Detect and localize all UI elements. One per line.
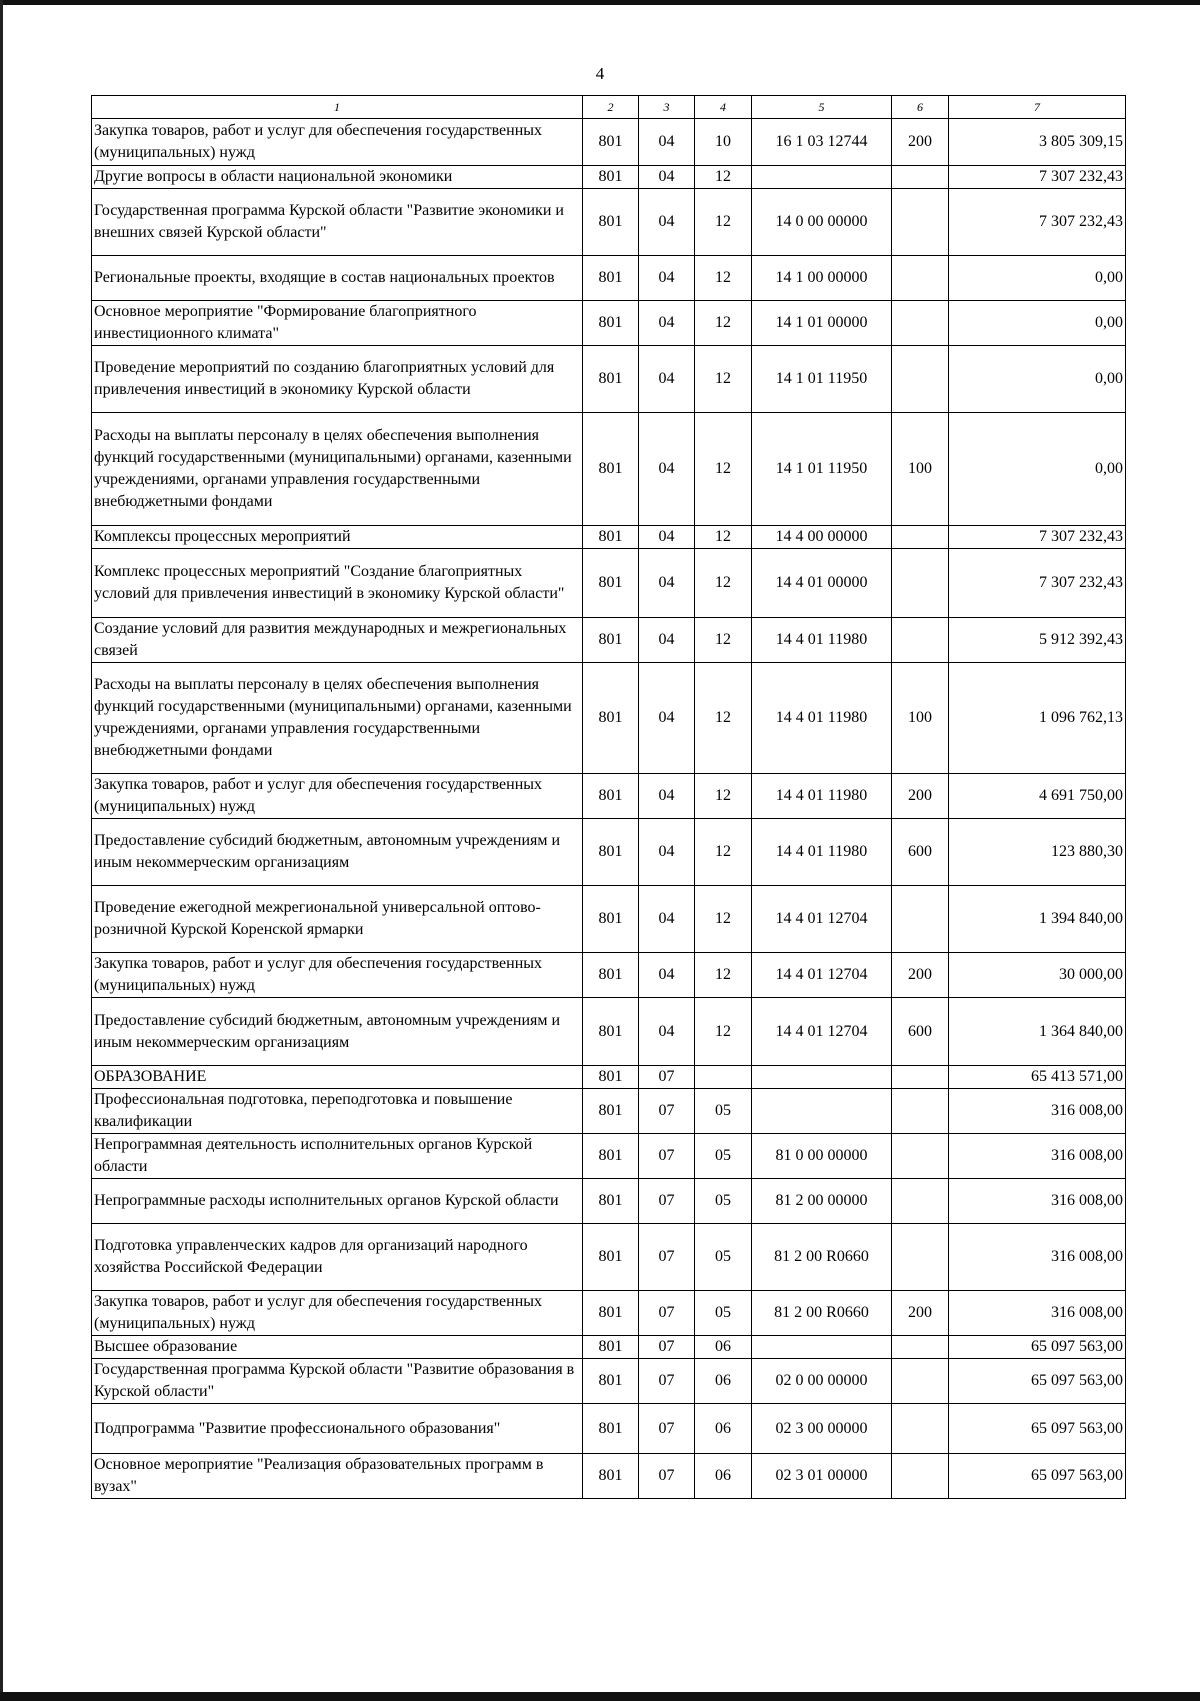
- row-expense-type-cell: 200: [892, 119, 949, 166]
- row-target-article-cell: 02 0 00 00000: [752, 1359, 892, 1404]
- row-name-cell: Проведение мероприятий по созданию благоприятных условий для привлечения инвестиций в экономику Курской области: [92, 346, 583, 413]
- row-code-cell: 801: [583, 886, 639, 953]
- row-section-cell: 07: [639, 1179, 695, 1224]
- row-expense-type-cell: [892, 256, 949, 301]
- row-subsection-cell: 12: [695, 774, 752, 819]
- row-subsection-cell: 12: [695, 166, 752, 189]
- row-name-cell: Профессиональная подготовка, переподготовка и повышение квалификации: [92, 1089, 583, 1134]
- row-subsection-cell: 12: [695, 998, 752, 1066]
- row-code-cell: 801: [583, 663, 639, 774]
- row-amount-cell: 65 413 571,00: [949, 1066, 1126, 1089]
- row-code-cell: 801: [583, 256, 639, 301]
- table-row: [92, 549, 1126, 618]
- row-subsection-cell: 12: [695, 346, 752, 413]
- row-subsection-cell: 06: [695, 1454, 752, 1499]
- row-target-article-cell: 14 4 01 11980: [752, 774, 892, 819]
- row-section-cell: 07: [639, 1089, 695, 1134]
- row-target-article-cell: 14 4 00 00000: [752, 526, 892, 549]
- row-name-cell: Подготовка управленческих кадров для организаций народного хозяйства Российской Федерации: [92, 1224, 583, 1291]
- row-expense-type-cell: [892, 1404, 949, 1454]
- row-subsection-cell: 12: [695, 549, 752, 618]
- table-row: [92, 663, 1126, 774]
- row-expense-type-cell: [892, 1066, 949, 1089]
- row-section-cell: 04: [639, 256, 695, 301]
- row-target-article-cell: 14 1 01 00000: [752, 301, 892, 346]
- row-name-cell: Расходы на выплаты персоналу в целях обеспечения выполнения функций государственными (муниципальными) органами, казенными учреждениями, органами управления государственными внебюджетными фондами: [92, 663, 583, 774]
- row-target-article-cell: 02 3 01 00000: [752, 1454, 892, 1499]
- table-row: [92, 618, 1126, 663]
- row-target-article-cell: 14 0 00 00000: [752, 189, 892, 256]
- row-target-article-cell: 14 1 01 11950: [752, 346, 892, 413]
- row-amount-cell: 1 096 762,13: [949, 663, 1126, 774]
- row-code-cell: 801: [583, 1291, 639, 1336]
- row-expense-type-cell: [892, 526, 949, 549]
- row-name-cell: Закупка товаров, работ и услуг для обеспечения государственных (муниципальных) нужд: [92, 1291, 583, 1336]
- table-row: [92, 774, 1126, 819]
- row-expense-type-cell: [892, 886, 949, 953]
- row-code-cell: 801: [583, 1404, 639, 1454]
- row-name-cell: Предоставление субсидий бюджетным, автономным учреждениям и иным некоммерческим организациям: [92, 998, 583, 1066]
- row-subsection-cell: 12: [695, 618, 752, 663]
- row-target-article-cell: [752, 1066, 892, 1089]
- table-row: [92, 1291, 1126, 1336]
- table-row: [92, 119, 1126, 166]
- row-target-article-cell: 14 1 01 11950: [752, 413, 892, 526]
- table-row: [92, 1134, 1126, 1179]
- row-amount-cell: 0,00: [949, 346, 1126, 413]
- row-expense-type-cell: 100: [892, 413, 949, 526]
- row-section-cell: 07: [639, 1336, 695, 1359]
- row-name-cell: Другие вопросы в области национальной экономики: [92, 166, 583, 189]
- row-section-cell: 04: [639, 166, 695, 189]
- row-target-article-cell: 14 4 01 12704: [752, 953, 892, 998]
- row-expense-type-cell: 200: [892, 953, 949, 998]
- row-subsection-cell: 12: [695, 301, 752, 346]
- row-section-cell: 07: [639, 1224, 695, 1291]
- row-subsection-cell: 06: [695, 1336, 752, 1359]
- row-section-cell: 04: [639, 119, 695, 166]
- row-target-article-cell: 14 4 01 12704: [752, 998, 892, 1066]
- row-expense-type-cell: [892, 189, 949, 256]
- column-number: 4: [695, 96, 752, 119]
- budget-table-body: [92, 96, 1126, 1499]
- row-name-cell: Расходы на выплаты персоналу в целях обеспечения выполнения функций государственными (муниципальными) органами, казенными учреждениями, органами управления государственными внебюджетными фондами: [92, 413, 583, 526]
- row-section-cell: 07: [639, 1066, 695, 1089]
- row-target-article-cell: 81 0 00 00000: [752, 1134, 892, 1179]
- row-section-cell: 04: [639, 774, 695, 819]
- row-subsection-cell: 12: [695, 953, 752, 998]
- row-section-cell: 04: [639, 413, 695, 526]
- row-expense-type-cell: 600: [892, 819, 949, 886]
- row-name-cell: Закупка товаров, работ и услуг для обеспечения государственных (муниципальных) нужд: [92, 119, 583, 166]
- row-target-article-cell: 14 4 01 00000: [752, 549, 892, 618]
- row-subsection-cell: 12: [695, 819, 752, 886]
- row-name-cell: Государственная программа Курской области "Развитие экономики и внешних связей Курской области": [92, 189, 583, 256]
- row-amount-cell: 65 097 563,00: [949, 1404, 1126, 1454]
- column-number: 7: [949, 96, 1126, 119]
- table-row: [92, 189, 1126, 256]
- row-code-cell: 801: [583, 1336, 639, 1359]
- row-target-article-cell: 14 4 01 12704: [752, 886, 892, 953]
- column-number: 3: [639, 96, 695, 119]
- row-code-cell: 801: [583, 1134, 639, 1179]
- scan-border-left: [0, 0, 3, 1701]
- row-amount-cell: 316 008,00: [949, 1134, 1126, 1179]
- row-expense-type-cell: [892, 301, 949, 346]
- row-code-cell: 801: [583, 301, 639, 346]
- table-row: [92, 953, 1126, 998]
- row-name-cell: Непрограммная деятельность исполнительных органов Курской области: [92, 1134, 583, 1179]
- row-target-article-cell: 14 4 01 11980: [752, 819, 892, 886]
- row-expense-type-cell: [892, 1359, 949, 1404]
- row-target-article-cell: 02 3 00 00000: [752, 1404, 892, 1454]
- row-name-cell: Предоставление субсидий бюджетным, автономным учреждениям и иным некоммерческим организациям: [92, 819, 583, 886]
- row-subsection-cell: 12: [695, 663, 752, 774]
- table-row: [92, 1336, 1126, 1359]
- row-expense-type-cell: 600: [892, 998, 949, 1066]
- row-section-cell: 04: [639, 526, 695, 549]
- row-code-cell: 801: [583, 526, 639, 549]
- row-target-article-cell: [752, 1089, 892, 1134]
- row-target-article-cell: 81 2 00 00000: [752, 1179, 892, 1224]
- table-row: [92, 1454, 1126, 1499]
- row-code-cell: 801: [583, 618, 639, 663]
- row-code-cell: 801: [583, 413, 639, 526]
- row-section-cell: 04: [639, 189, 695, 256]
- table-row: [92, 256, 1126, 301]
- row-target-article-cell: 14 1 00 00000: [752, 256, 892, 301]
- column-number: 6: [892, 96, 949, 119]
- row-target-article-cell: 14 4 01 11980: [752, 618, 892, 663]
- row-section-cell: 04: [639, 301, 695, 346]
- row-section-cell: 04: [639, 346, 695, 413]
- row-name-cell: Создание условий для развития международных и межрегиональных связей: [92, 618, 583, 663]
- table-row: [92, 1224, 1126, 1291]
- row-code-cell: 801: [583, 1454, 639, 1499]
- row-section-cell: 04: [639, 549, 695, 618]
- row-name-cell: Комплексы процессных мероприятий: [92, 526, 583, 549]
- row-code-cell: 801: [583, 166, 639, 189]
- row-section-cell: 04: [639, 663, 695, 774]
- row-name-cell: Подпрограмма "Развитие профессионального образования": [92, 1404, 583, 1454]
- table-row: [92, 166, 1126, 189]
- row-section-cell: 07: [639, 1291, 695, 1336]
- row-code-cell: 801: [583, 819, 639, 886]
- row-code-cell: 801: [583, 346, 639, 413]
- row-name-cell: Закупка товаров, работ и услуг для обеспечения государственных (муниципальных) нужд: [92, 953, 583, 998]
- row-expense-type-cell: [892, 1134, 949, 1179]
- row-target-article-cell: 14 4 01 11980: [752, 663, 892, 774]
- table-header-row: [92, 96, 1126, 119]
- row-name-cell: Закупка товаров, работ и услуг для обеспечения государственных (муниципальных) нужд: [92, 774, 583, 819]
- table-row: [92, 1179, 1126, 1224]
- table-row: [92, 413, 1126, 526]
- row-amount-cell: 65 097 563,00: [949, 1454, 1126, 1499]
- row-subsection-cell: 05: [695, 1291, 752, 1336]
- row-amount-cell: 7 307 232,43: [949, 189, 1126, 256]
- scan-border-top: [0, 0, 1200, 5]
- row-name-cell: Региональные проекты, входящие в состав национальных проектов: [92, 256, 583, 301]
- row-name-cell: Высшее образование: [92, 1336, 583, 1359]
- row-subsection-cell: 12: [695, 189, 752, 256]
- row-amount-cell: 1 394 840,00: [949, 886, 1126, 953]
- row-expense-type-cell: 100: [892, 663, 949, 774]
- budget-table: [91, 95, 1126, 1499]
- row-target-article-cell: [752, 166, 892, 189]
- row-amount-cell: 7 307 232,43: [949, 549, 1126, 618]
- row-subsection-cell: 06: [695, 1359, 752, 1404]
- row-code-cell: 801: [583, 1066, 639, 1089]
- row-section-cell: 04: [639, 953, 695, 998]
- row-target-article-cell: [752, 1336, 892, 1359]
- column-number: 2: [583, 96, 639, 119]
- row-name-cell: Комплекс процессных мероприятий "Создание благоприятных условий для привлечения инвестиций в экономику Курской области": [92, 549, 583, 618]
- row-amount-cell: 316 008,00: [949, 1179, 1126, 1224]
- row-amount-cell: 3 805 309,15: [949, 119, 1126, 166]
- row-amount-cell: 0,00: [949, 413, 1126, 526]
- table-row: [92, 998, 1126, 1066]
- row-code-cell: 801: [583, 1359, 639, 1404]
- row-section-cell: 07: [639, 1134, 695, 1179]
- row-expense-type-cell: 200: [892, 774, 949, 819]
- scan-border-bottom: [0, 1692, 1200, 1701]
- row-code-cell: 801: [583, 953, 639, 998]
- row-amount-cell: 0,00: [949, 256, 1126, 301]
- row-expense-type-cell: [892, 1336, 949, 1359]
- table-row: [92, 1359, 1126, 1404]
- row-subsection-cell: 05: [695, 1134, 752, 1179]
- row-expense-type-cell: [892, 1179, 949, 1224]
- row-amount-cell: 316 008,00: [949, 1089, 1126, 1134]
- row-name-cell: Основное мероприятие "Формирование благоприятного инвестиционного климата": [92, 301, 583, 346]
- row-code-cell: 801: [583, 1179, 639, 1224]
- row-section-cell: 04: [639, 998, 695, 1066]
- row-code-cell: 801: [583, 549, 639, 618]
- table-row: [92, 819, 1126, 886]
- row-expense-type-cell: [892, 549, 949, 618]
- table-row: [92, 1089, 1126, 1134]
- column-number: 5: [752, 96, 892, 119]
- row-section-cell: 04: [639, 618, 695, 663]
- table-row: [92, 526, 1126, 549]
- row-expense-type-cell: [892, 1224, 949, 1291]
- row-amount-cell: 65 097 563,00: [949, 1336, 1126, 1359]
- row-expense-type-cell: [892, 1089, 949, 1134]
- row-code-cell: 801: [583, 1224, 639, 1291]
- row-subsection-cell: 12: [695, 256, 752, 301]
- row-subsection-cell: 05: [695, 1089, 752, 1134]
- row-expense-type-cell: 200: [892, 1291, 949, 1336]
- row-expense-type-cell: [892, 618, 949, 663]
- row-target-article-cell: 81 2 00 R0660: [752, 1224, 892, 1291]
- row-name-cell: Государственная программа Курской области "Развитие образования в Курской области": [92, 1359, 583, 1404]
- row-subsection-cell: 06: [695, 1404, 752, 1454]
- row-expense-type-cell: [892, 166, 949, 189]
- row-name-cell: Проведение ежегодной межрегиональной универсальной оптово-розничной Курской Коренской ярмарки: [92, 886, 583, 953]
- row-amount-cell: 316 008,00: [949, 1224, 1126, 1291]
- row-code-cell: 801: [583, 998, 639, 1066]
- row-section-cell: 04: [639, 886, 695, 953]
- row-name-cell: ОБРАЗОВАНИЕ: [92, 1066, 583, 1089]
- row-name-cell: Непрограммные расходы исполнительных органов Курской области: [92, 1179, 583, 1224]
- table-row: [92, 1404, 1126, 1454]
- row-section-cell: 07: [639, 1359, 695, 1404]
- row-amount-cell: 4 691 750,00: [949, 774, 1126, 819]
- row-amount-cell: 0,00: [949, 301, 1126, 346]
- row-expense-type-cell: [892, 346, 949, 413]
- table-row: [92, 301, 1126, 346]
- table-row: [92, 886, 1126, 953]
- row-amount-cell: 7 307 232,43: [949, 526, 1126, 549]
- row-subsection-cell: 10: [695, 119, 752, 166]
- row-amount-cell: 123 880,30: [949, 819, 1126, 886]
- row-subsection-cell: [695, 1066, 752, 1089]
- row-section-cell: 04: [639, 819, 695, 886]
- page-number: 4: [595, 64, 605, 83]
- row-code-cell: 801: [583, 189, 639, 256]
- row-name-cell: Основное мероприятие "Реализация образовательных программ в вузах": [92, 1454, 583, 1499]
- table-row: [92, 346, 1126, 413]
- row-section-cell: 07: [639, 1454, 695, 1499]
- row-target-article-cell: 81 2 00 R0660: [752, 1291, 892, 1336]
- row-amount-cell: 65 097 563,00: [949, 1359, 1126, 1404]
- row-amount-cell: 1 364 840,00: [949, 998, 1126, 1066]
- table-row: [92, 1066, 1126, 1089]
- row-subsection-cell: 12: [695, 526, 752, 549]
- row-expense-type-cell: [892, 1454, 949, 1499]
- column-number: 1: [92, 96, 583, 119]
- row-code-cell: 801: [583, 1089, 639, 1134]
- row-subsection-cell: 05: [695, 1179, 752, 1224]
- row-amount-cell: 5 912 392,43: [949, 618, 1126, 663]
- row-code-cell: 801: [583, 119, 639, 166]
- row-section-cell: 07: [639, 1404, 695, 1454]
- row-subsection-cell: 12: [695, 413, 752, 526]
- row-subsection-cell: 12: [695, 886, 752, 953]
- row-amount-cell: 7 307 232,43: [949, 166, 1126, 189]
- row-amount-cell: 316 008,00: [949, 1291, 1126, 1336]
- row-code-cell: 801: [583, 774, 639, 819]
- row-target-article-cell: 16 1 03 12744: [752, 119, 892, 166]
- row-subsection-cell: 05: [695, 1224, 752, 1291]
- row-amount-cell: 30 000,00: [949, 953, 1126, 998]
